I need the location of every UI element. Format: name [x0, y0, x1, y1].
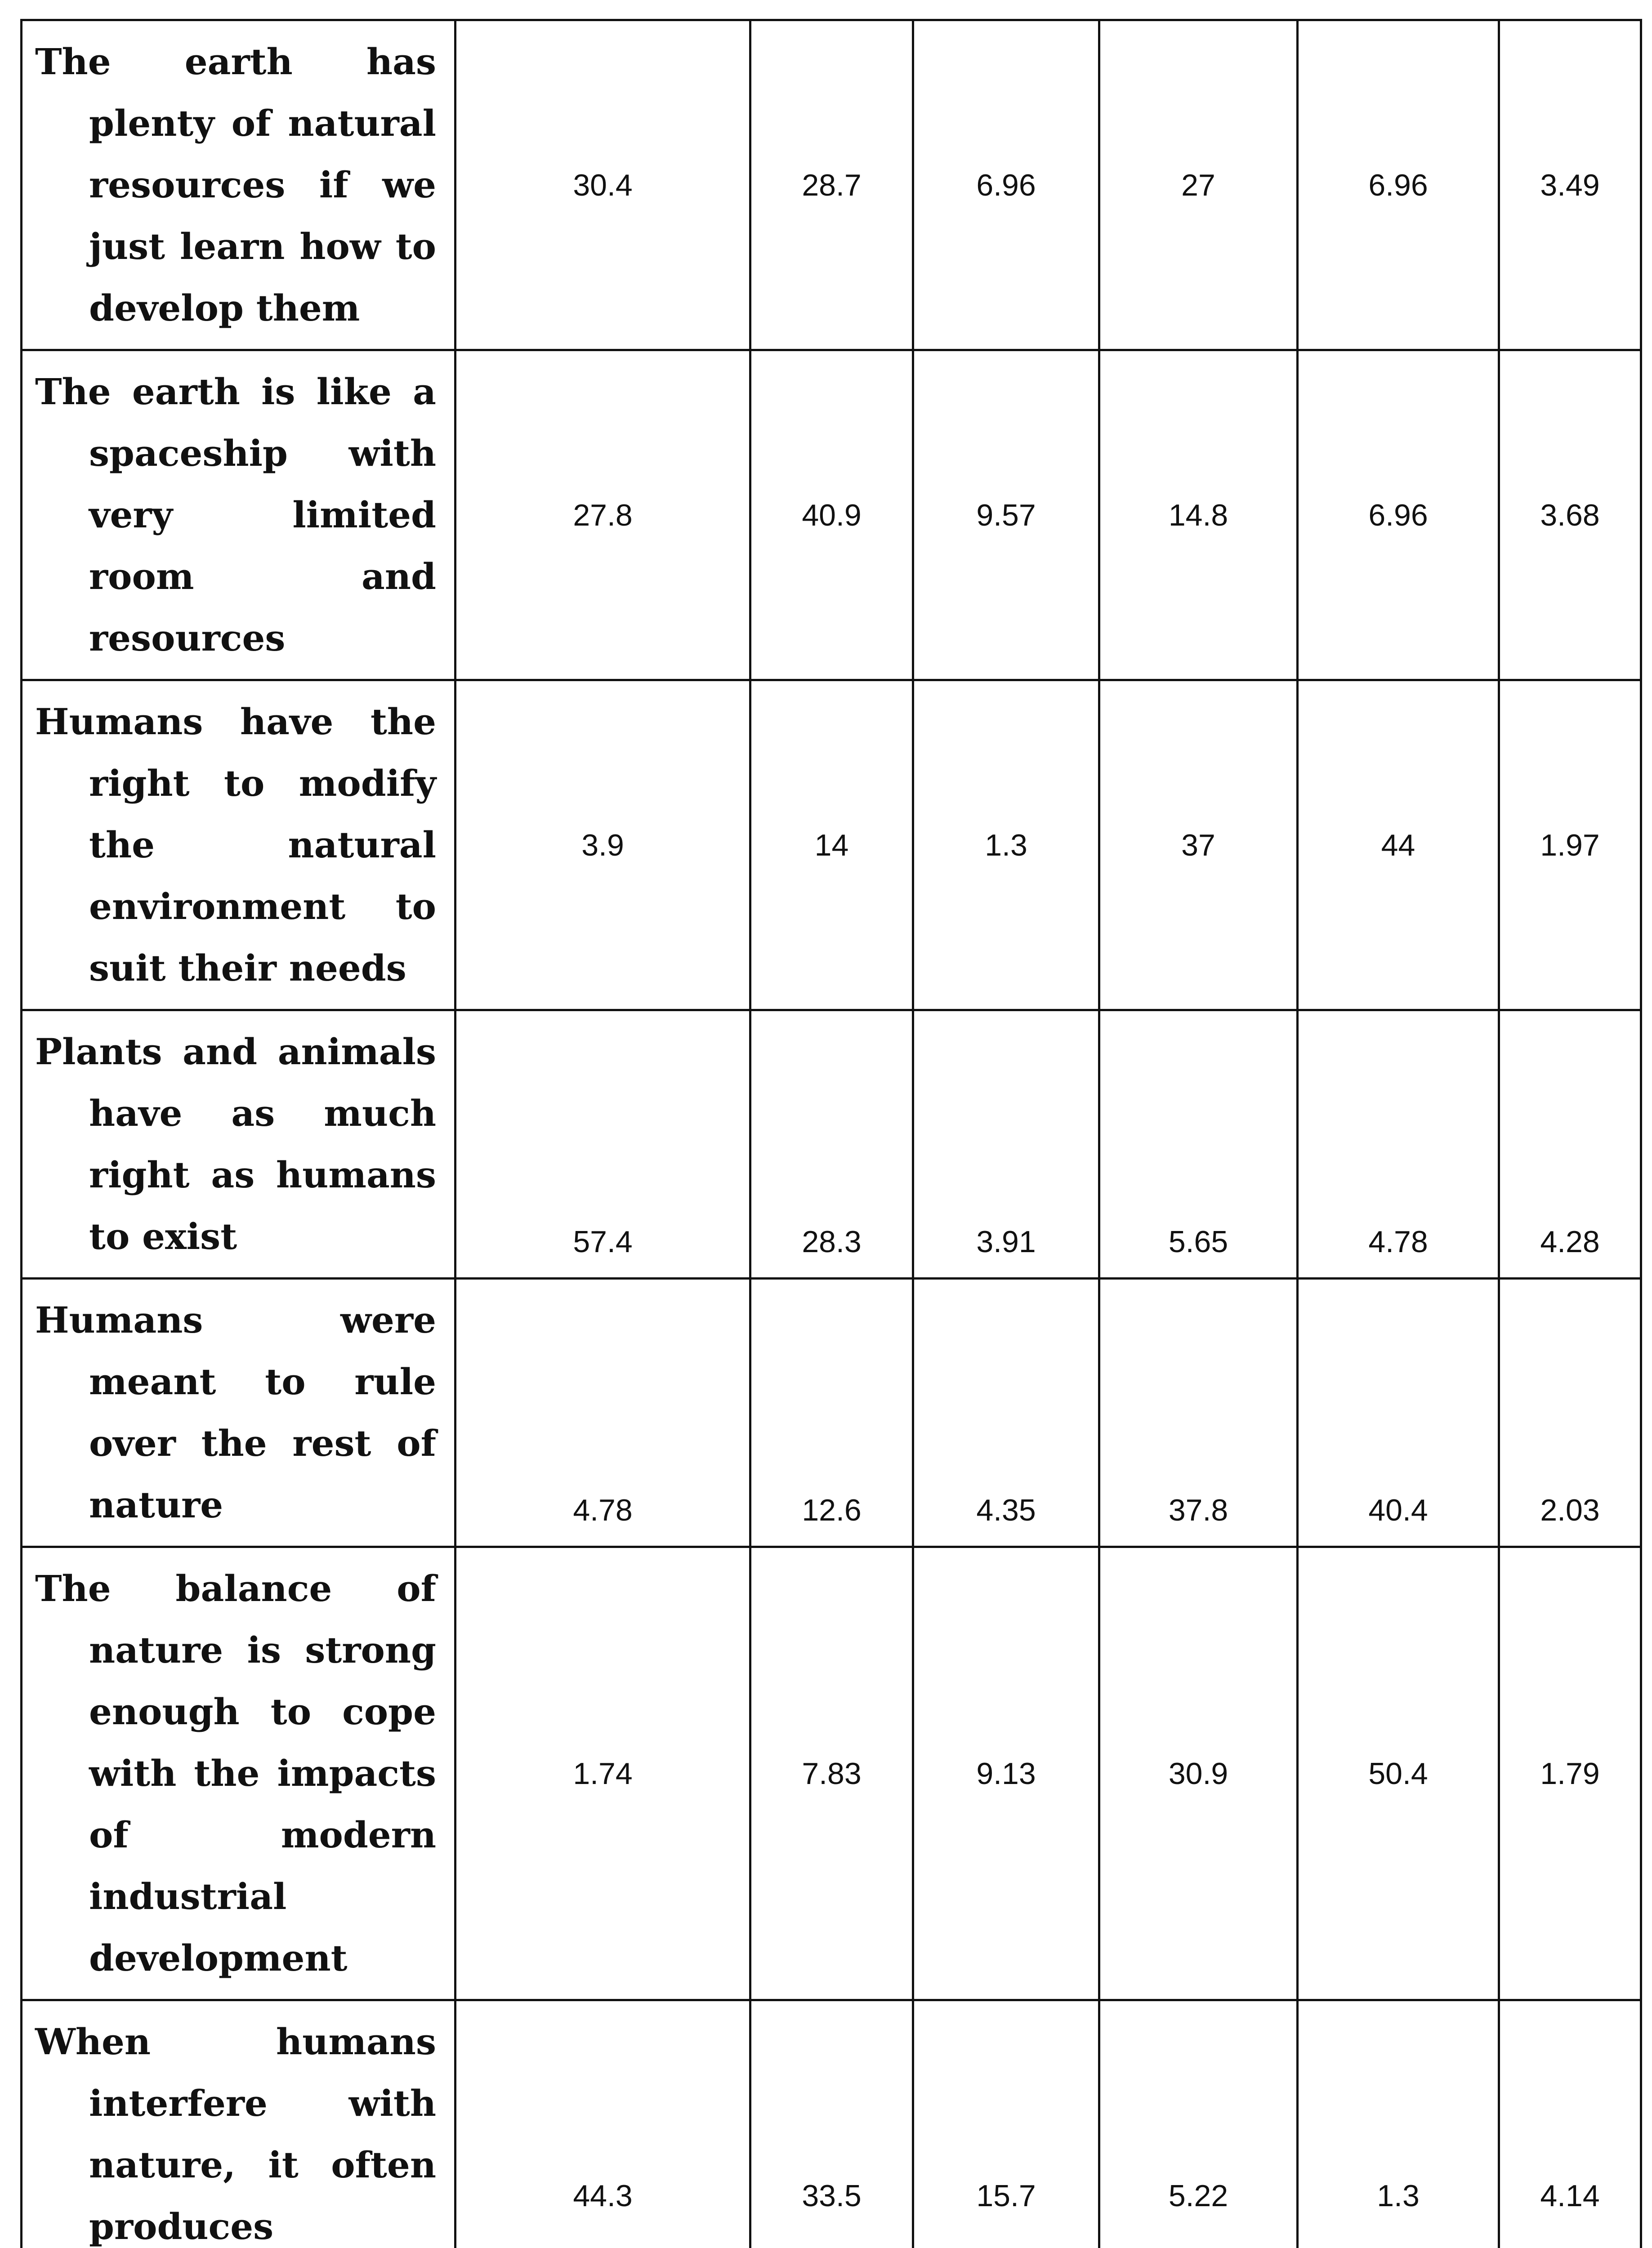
value-cell: 44: [1298, 680, 1499, 1010]
value-cell: 14.8: [1099, 350, 1298, 680]
value-cell: 3.91: [913, 1010, 1099, 1279]
attitudes-table-container: [20, 19, 1640, 2248]
value-cell: 40.4: [1298, 1279, 1499, 1547]
value-cell: 5.65: [1099, 1010, 1298, 1279]
value-cell: 6.96: [1298, 350, 1499, 680]
value-cell: 1.3: [1298, 2000, 1499, 2248]
value-cell: 37: [1099, 680, 1298, 1010]
table-row: [22, 20, 1641, 350]
value-cell: 27: [1099, 20, 1298, 350]
value-cell: 15.7: [913, 2000, 1099, 2248]
value-cell: 30.4: [455, 20, 750, 350]
value-cell: 4.14: [1499, 2000, 1641, 2248]
value-cell: 28.3: [750, 1010, 913, 1279]
value-cell: 14: [750, 680, 913, 1010]
value-cell: 37.8: [1099, 1279, 1298, 1547]
value-cell: 7.83: [750, 1547, 913, 2000]
value-cell: 1.3: [913, 680, 1099, 1010]
value-cell: 4.28: [1499, 1010, 1641, 1279]
value-cell: 3.9: [455, 680, 750, 1010]
value-cell: 30.9: [1099, 1547, 1298, 2000]
value-cell: 5.22: [1099, 2000, 1298, 2248]
value-cell: 57.4: [455, 1010, 750, 1279]
value-cell: 40.9: [750, 350, 913, 680]
value-cell: 50.4: [1298, 1547, 1499, 2000]
statement-cell: Humans were meant to rule over the rest of nature: [22, 1279, 455, 1547]
value-cell: 9.13: [913, 1547, 1099, 2000]
statement-cell: The balance of nature is strong enough to cope with the impacts of modern industrial development: [22, 1547, 455, 2000]
value-cell: 3.49: [1499, 20, 1641, 350]
table-row: [22, 680, 1641, 1010]
table-body: [22, 20, 1641, 2248]
table-row: [22, 2000, 1641, 2248]
attitudes-table: [20, 19, 1642, 2248]
value-cell: 1.79: [1499, 1547, 1641, 2000]
value-cell: 12.6: [750, 1279, 913, 1547]
table-row: [22, 1010, 1641, 1279]
value-cell: 44.3: [455, 2000, 750, 2248]
value-cell: 28.7: [750, 20, 913, 350]
value-cell: 27.8: [455, 350, 750, 680]
statement-cell: The earth is like a spaceship with very limited room and resources: [22, 350, 455, 680]
value-cell: 1.97: [1499, 680, 1641, 1010]
value-cell: 2.03: [1499, 1279, 1641, 1547]
value-cell: 6.96: [913, 20, 1099, 350]
statement-cell: Humans have the right to modify the natural environment to suit their needs: [22, 680, 455, 1010]
table-row: [22, 1279, 1641, 1547]
value-cell: 33.5: [750, 2000, 913, 2248]
statement-cell: The earth has plenty of natural resources if we just learn how to develop them: [22, 20, 455, 350]
value-cell: 9.57: [913, 350, 1099, 680]
value-cell: 3.68: [1499, 350, 1641, 680]
table-row: [22, 350, 1641, 680]
value-cell: 1.74: [455, 1547, 750, 2000]
statement-cell: Plants and animals have as much right as humans to exist: [22, 1010, 455, 1279]
value-cell: 4.78: [1298, 1010, 1499, 1279]
value-cell: 6.96: [1298, 20, 1499, 350]
value-cell: 4.78: [455, 1279, 750, 1547]
table-row: [22, 1547, 1641, 2000]
value-cell: 4.35: [913, 1279, 1099, 1547]
statement-cell: When humans interfere with nature, it often produces: [22, 2000, 455, 2248]
